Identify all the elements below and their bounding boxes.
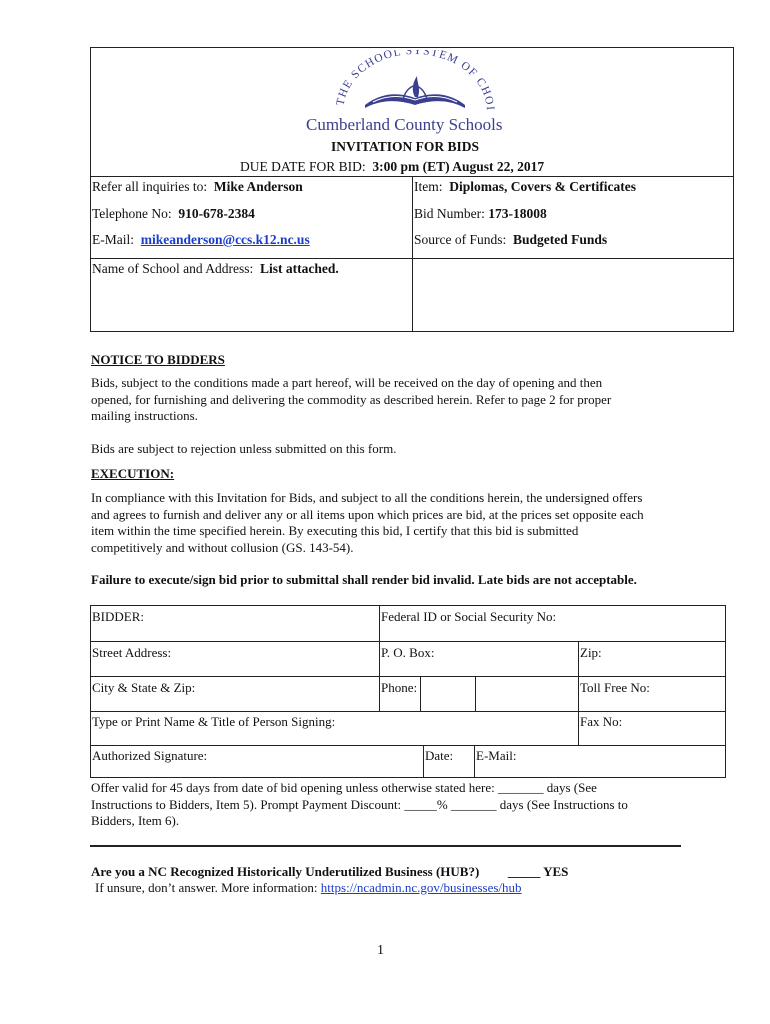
due-date-label: DUE DATE FOR BID: — [240, 159, 366, 174]
page-number: 1 — [377, 943, 384, 958]
school-value: List attached. — [259, 261, 339, 276]
zip-field[interactable]: Zip: — [580, 645, 602, 660]
item-value: Diplomas, Covers & Certificates — [449, 179, 636, 194]
notice-heading: NOTICE TO BIDDERS — [91, 352, 225, 367]
divider — [90, 676, 726, 677]
execution-line: competitively and without collusion (GS. 143-54). — [91, 539, 354, 555]
funds-value: Budgeted Funds — [513, 232, 608, 247]
bid-number-label: Bid Number: — [414, 206, 485, 221]
telephone-field — [92, 206, 255, 222]
notice-line: Bids, subject to the conditions made a part hereof, will be received on the day of opening and then — [91, 375, 603, 390]
execution-heading: EXECUTION: — [91, 466, 175, 481]
bidder-field[interactable]: BIDDER: — [92, 609, 144, 624]
divider — [90, 745, 726, 746]
funds-label: Source of Funds: — [414, 232, 507, 247]
hub-unsure-text: If unsure, don’t answer. More information: — [95, 880, 318, 895]
hub-yes-blank[interactable]: _____ YES — [507, 864, 569, 879]
organization-name: Cumberland County Schools — [306, 115, 503, 134]
email-field — [92, 232, 310, 248]
execution-line: In compliance with this Invitation for Bids, and subject to all the conditions herein, the undersigned offers — [91, 490, 643, 505]
execution-paragraph — [91, 490, 711, 556]
telephone-label: Telephone No: — [92, 206, 172, 221]
bid-number-value: 173-18008 — [488, 206, 547, 221]
late-bid-warning: Failure to execute/sign bid prior to submittal shall render bid invalid. Late bids are not acceptable. — [91, 572, 637, 587]
inquiries-value: Mike Anderson — [213, 179, 303, 194]
hub-question: Are you a NC Recognized Historically Underutilized Business (HUB?) — [91, 864, 480, 879]
divider — [423, 745, 424, 778]
phone-field[interactable]: Phone: — [381, 680, 418, 695]
school-label: Name of School and Address: — [92, 261, 254, 276]
logo-emblem-icon — [325, 50, 505, 120]
fax-field[interactable]: Fax No: — [580, 714, 623, 729]
item-field — [414, 179, 636, 195]
divider — [90, 711, 726, 712]
hub-info-line — [95, 880, 522, 896]
offer-line: Instructions to Bidders, Item 5). Prompt Payment Discount: _____% _______ days (See Instructions to — [91, 796, 628, 812]
po-box-field[interactable]: P. O. Box: — [381, 645, 435, 660]
due-date-value: 3:00 pm (ET) August 22, 2017 — [372, 159, 545, 174]
city-state-zip-field[interactable]: City & State & Zip: — [92, 680, 196, 695]
telephone-value: 910-678-2384 — [178, 206, 255, 221]
offer-line: Bidders, Item 6). — [91, 813, 180, 828]
email-label: E-Mail: — [92, 232, 134, 247]
date-field[interactable]: Date: — [425, 748, 454, 763]
hub-info-link[interactable]: https://ncadmin.nc.gov/businesses/hub — [320, 880, 522, 895]
email-link[interactable]: mikeanderson@ccs.k12.nc.us — [140, 232, 310, 247]
offer-line: Offer valid for 45 days from date of bid opening unless otherwise stated here: _______ days (See — [91, 780, 597, 795]
logo-arc-text: THE SCHOOL SYSTEM OF CHOI — [334, 50, 497, 112]
divider — [475, 676, 476, 711]
hub-question-line — [91, 864, 568, 880]
signature-field[interactable]: Authorized Signature: — [92, 748, 208, 763]
toll-free-field[interactable]: Toll Free No: — [580, 680, 650, 695]
execution-line: and agrees to furnish and deliver any or all items upon which prices are bid, at the prices set opposite each — [91, 506, 644, 522]
school-field — [92, 261, 339, 277]
execution-line: item within the time specified herein. By executing this bid, I certify that this bid is submitted — [91, 523, 579, 538]
notice-paragraph — [91, 375, 691, 425]
due-date-line — [240, 159, 544, 175]
signer-name-field[interactable]: Type or Print Name & Title of Person Signing: — [92, 714, 336, 729]
notice-line: opened, for furnishing and delivering the commodity as described herein. Refer to page 2 for proper — [91, 391, 612, 407]
divider — [412, 176, 413, 332]
offer-paragraph — [91, 780, 711, 830]
funds-field — [414, 232, 607, 248]
federal-id-field[interactable]: Federal ID or Social Security No: — [381, 609, 557, 624]
item-label: Item: — [414, 179, 443, 194]
bid-number-field — [414, 206, 547, 222]
divider — [90, 641, 726, 642]
divider — [474, 745, 475, 778]
page-title: INVITATION FOR BIDS — [331, 139, 480, 154]
divider — [379, 605, 380, 711]
section-separator — [90, 845, 681, 847]
divider — [420, 676, 421, 711]
divider — [578, 641, 579, 745]
school-logo — [325, 50, 505, 120]
notice-line: mailing instructions. — [91, 408, 198, 423]
rejection-note: Bids are subject to rejection unless submitted on this form. — [91, 441, 397, 456]
inquiries-field — [92, 179, 303, 195]
street-address-field[interactable]: Street Address: — [92, 645, 172, 660]
inquiries-label: Refer all inquiries to: — [92, 179, 208, 194]
bidder-email-field[interactable]: E-Mail: — [476, 748, 517, 763]
